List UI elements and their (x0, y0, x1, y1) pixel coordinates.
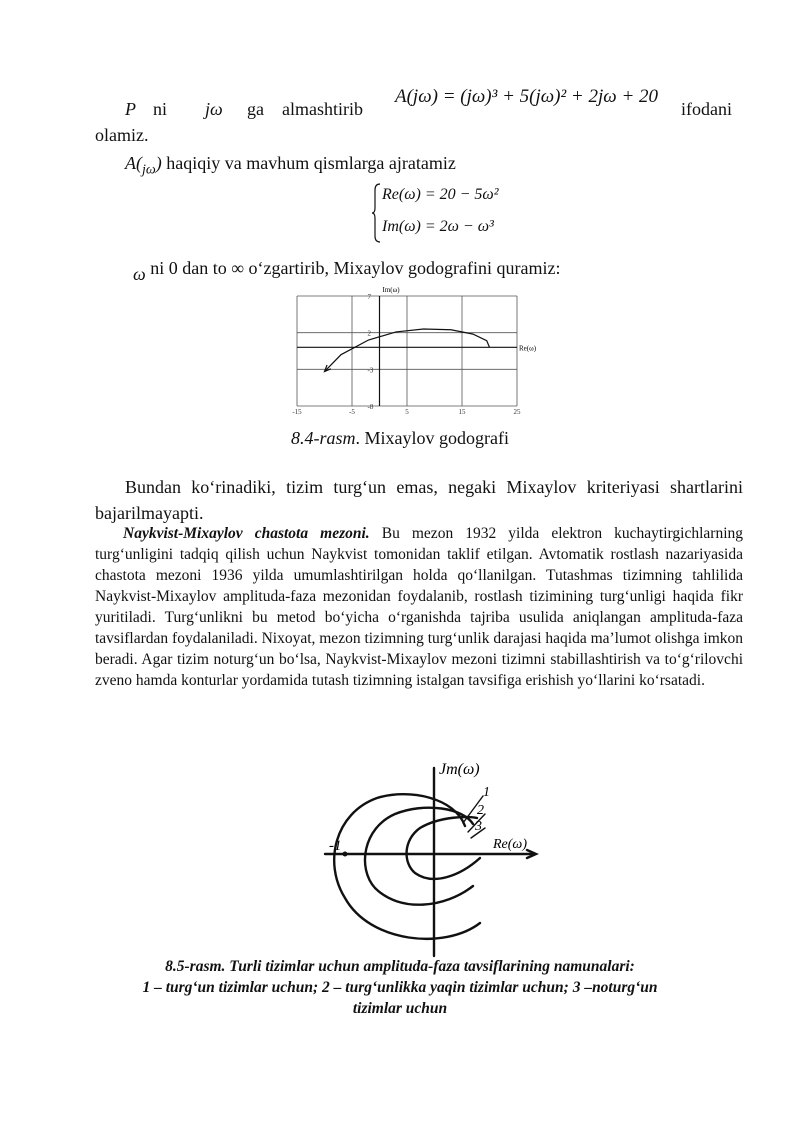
x-tick-label: 5 (405, 408, 409, 416)
curve-2 (365, 808, 473, 905)
im-equation: Im(ω) = 2ω − ω³ (382, 218, 494, 235)
word-ga: ga (247, 99, 264, 119)
fig84-caption-text: . Mixaylov godografi (355, 428, 509, 448)
x-tick-label: 15 (458, 408, 466, 416)
y-tick-label: -3 (367, 366, 374, 375)
para1-line2: olamiz. (95, 125, 149, 145)
mikhailov-hodograph-chart (285, 282, 555, 417)
symbol-A-close: ) (155, 153, 162, 173)
fig84-caption (0, 425, 800, 451)
symbol-jw: jω (205, 99, 223, 119)
y-axis-label: Im(ω) (382, 286, 400, 294)
x-axis-label: Re(ω) (519, 344, 537, 353)
para5 (95, 523, 743, 691)
fig85-caption-line3: tizimlar uchun (352, 1000, 448, 1017)
symbol-A-sub: jω (142, 162, 156, 178)
fig84-caption-num: 8.4-rasm (291, 428, 356, 448)
chart-grid (297, 296, 517, 406)
formula-A-jw: A(jω) = (jω)³ + 5(jω)² + 2jω + 20 (395, 86, 659, 107)
re-equation: Re(ω) = 20 − 5ω² (382, 186, 499, 203)
symbol-omega: ω (133, 264, 146, 284)
equation-system (372, 182, 532, 244)
fig85-caption-line1: 8.5-rasm. Turli tizimlar uchun amplituda-faza tavsiflarining namunalari: (165, 958, 635, 975)
y-tick-label: 7 (367, 293, 371, 301)
para4: Bundan ko‘rinadiki, tizim turg‘un emas, negaki Mixaylov kriteriyasi shartlarini bajarilmayapti. (95, 477, 743, 523)
y-tick-label: -8 (367, 403, 374, 411)
symbol-A: A( (125, 153, 142, 173)
critical-point (343, 852, 348, 857)
word-ni: ni (153, 99, 168, 119)
x-tick-label: -5 (349, 408, 355, 416)
fig85-caption (0, 956, 800, 1019)
brace-icon (372, 182, 382, 244)
para2-text: haqiqiy va mavhum qismlarga ajratamiz (161, 153, 456, 173)
curve-3 (334, 794, 480, 939)
curve-label-2: 2 (477, 803, 484, 818)
para5-title: Naykvist-Mixaylov chastota mezoni. (123, 525, 370, 542)
y-tick-label: 2 (367, 329, 371, 338)
curve-label-3: 3 (475, 819, 482, 834)
im-axis-label: Jm(ω) (439, 761, 480, 778)
para3 (133, 255, 561, 284)
curve-1 (407, 817, 480, 879)
para5-body: Bu mezon 1932 yilda elektron kuchaytirgichlarning turg‘unligini tadqiq qilish uchun Naykvist tomonidan taklif etilgan. Avtomatik rostlash nazariyasida chastota mezoni 1936 yilda umumlashtirilgan holda qo‘llanilgan. Tutashmas tizimning tahlilida Naykvist-Mixaylov amplituda-faza mezonidan foydalanib, rostlash tizimining turg‘unligi haqida fikr yuritiladi. Turg‘unlikni bu metod bo‘yicha o‘rganishda tajriba usulida aniqlangan amplituda-faza tavsiflardan foydalaniladi. Nixoyat, mezon tizimning turg‘unlik darajasi haqida ma’lumot olishga imkon beradi. Agar tizim noturg‘un bo‘lsa, Naykvist-Mixaylov mezoni tizimni stabillashtirish va to‘g‘rilovchi zveno hamda konturlar yordamida tutash tizimning istalgan tavsifiga erishish yo‘llarini ko‘rsatadi. (95, 525, 744, 689)
para1-line1 (125, 86, 745, 126)
word-almashtirib: almashtirib (282, 99, 363, 119)
point-label: -1 (329, 838, 342, 854)
para2 (125, 150, 456, 184)
curve-label-1: 1 (483, 785, 490, 800)
re-axis-label: Re(ω) (493, 837, 527, 852)
amplitude-phase-figure (315, 758, 555, 958)
word-ifodani: ifodani (681, 99, 732, 119)
symbol-P: P (125, 99, 136, 119)
x-tick-label: -15 (292, 408, 302, 416)
x-tick-label: 25 (513, 408, 521, 416)
para3-text: ni 0 dan to ∞ o‘zgartirib, Mixaylov godografini quramiz: (145, 258, 561, 278)
fig85-caption-line2: 1 – turg‘un tizimlar uchun; 2 – turg‘unlikka yaqin tizimlar uchun; 3 –noturg‘un (142, 979, 658, 996)
